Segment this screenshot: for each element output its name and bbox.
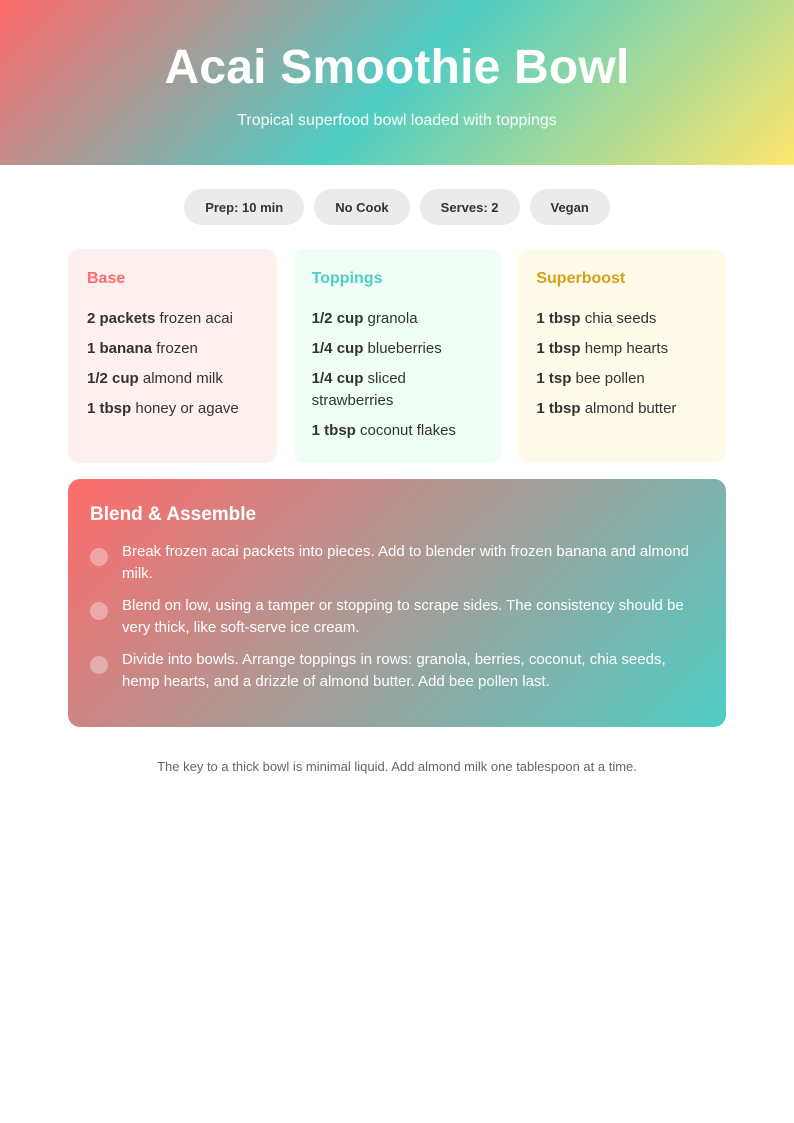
ingredient-item	[87, 308, 258, 330]
ingredient-qty: 1 tbsp	[87, 400, 132, 417]
ingredient-name: coconut flakes	[355, 422, 456, 439]
ingredient-name: blueberries	[363, 340, 442, 357]
ingredient-qty: 1/2 cup	[87, 370, 139, 387]
ingredient-item	[536, 338, 707, 360]
superboost-heading: Superboost	[536, 270, 626, 287]
ingredient-name: chia seeds	[580, 310, 657, 327]
ingredient-name: almond butter	[580, 400, 677, 417]
page-title: Acai Smoothie Bowl	[164, 41, 630, 94]
step-text: Divide into bowls. Arrange toppings in rows: granola, berries, coconut, chia seeds, hemp hearts, and a drizzle of almond butter. Add bee pollen last.	[122, 651, 666, 690]
ingredient-name: honey or agave	[131, 400, 239, 417]
ingredient-qty: 1 tbsp	[536, 310, 581, 327]
base-list	[87, 308, 258, 420]
instruction-step	[90, 649, 704, 693]
tip-footnote: The key to a thick bowl is minimal liquid. Add almond milk one tablespoon at a time.	[157, 759, 637, 774]
instructions-heading: Blend & Assemble	[90, 504, 257, 525]
superboost-list	[536, 308, 707, 420]
ingredient-columns	[68, 249, 726, 463]
ingredient-name: almond milk	[138, 370, 223, 387]
base-card	[68, 249, 277, 463]
toppings-card	[293, 249, 502, 463]
base-heading: Base	[87, 270, 126, 287]
ingredient-item	[536, 368, 707, 390]
tag-prep-time: Prep: 10 min	[184, 189, 304, 225]
ingredient-qty: 1 tbsp	[536, 340, 581, 357]
ingredient-qty: 2 packets	[87, 310, 156, 327]
hero-banner	[0, 0, 794, 165]
ingredient-name: hemp hearts	[580, 340, 669, 357]
recipe-tags	[0, 189, 794, 225]
tag-serves: Serves: 2	[420, 189, 520, 225]
instructions-card	[68, 479, 726, 727]
ingredient-qty: 1 tbsp	[311, 422, 356, 439]
ingredient-qty: 1 banana	[87, 340, 153, 357]
ingredient-item	[312, 338, 483, 360]
ingredient-item	[87, 398, 258, 420]
instruction-step	[90, 595, 704, 639]
ingredient-qty: 1/4 cup	[311, 370, 364, 387]
ingredient-name: bee pollen	[571, 370, 645, 387]
ingredient-qty: 1/4 cup	[311, 340, 364, 357]
ingredient-name: granola	[363, 310, 418, 327]
tag-vegan: Vegan	[530, 189, 610, 225]
ingredient-item	[536, 308, 707, 330]
tag-no-cook: No Cook	[314, 189, 409, 225]
ingredient-name: frozen	[152, 340, 198, 357]
superboost-card	[517, 249, 726, 463]
step-bullet-icon	[90, 548, 108, 566]
instruction-step	[90, 541, 704, 585]
step-bullet-icon	[90, 602, 108, 620]
ingredient-qty: 1 tsp	[536, 370, 572, 387]
ingredient-item	[87, 338, 258, 360]
step-text: Break frozen acai packets into pieces. Add to blender with frozen banana and almond milk.	[122, 543, 690, 582]
ingredient-qty: 1 tbsp	[536, 400, 581, 417]
step-text: Blend on low, using a tamper or stopping to scrape sides. The consistency should be very thick, like soft-serve ice cream.	[122, 597, 684, 636]
ingredient-item	[536, 398, 707, 420]
toppings-heading: Toppings	[311, 270, 383, 287]
ingredient-item	[312, 308, 483, 330]
page-subtitle: Tropical superfood bowl loaded with toppings	[237, 112, 557, 129]
step-bullet-icon	[90, 656, 108, 674]
ingredient-item	[312, 420, 483, 442]
ingredient-name: sliced strawberries	[311, 370, 406, 409]
toppings-list	[312, 308, 483, 442]
ingredient-item	[87, 368, 258, 390]
ingredient-qty: 1/2 cup	[311, 310, 364, 327]
ingredient-name: frozen acai	[155, 310, 233, 327]
ingredient-item	[312, 368, 483, 412]
